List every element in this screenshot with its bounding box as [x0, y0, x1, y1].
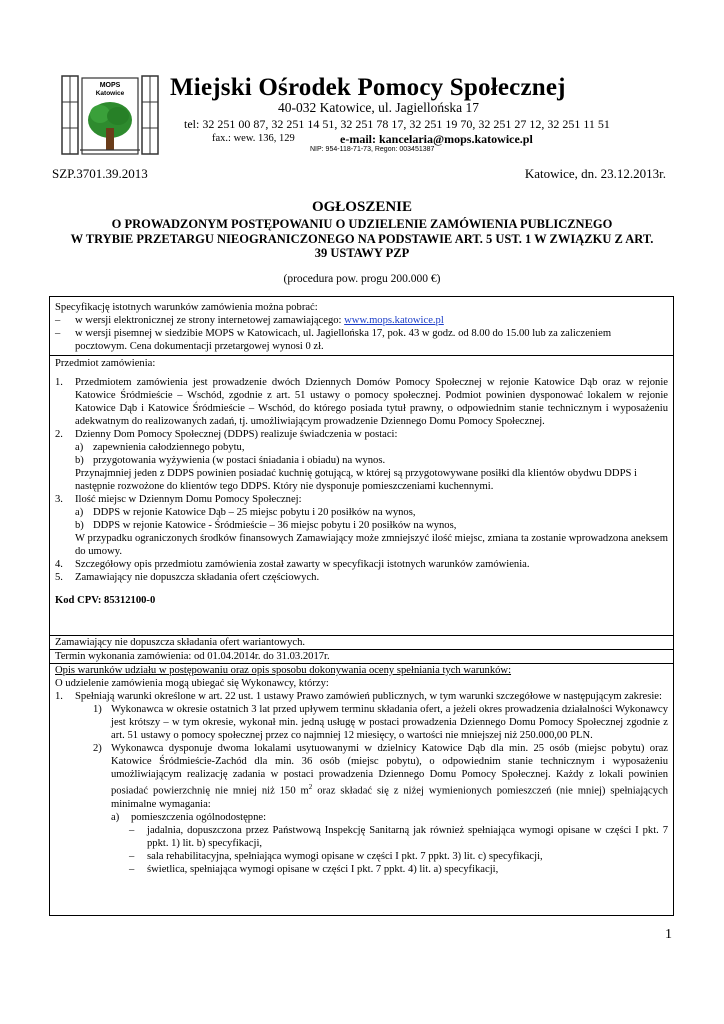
list-number: 1. [55, 691, 63, 702]
document-date: Katowice, dn. 23.12.2013r. [524, 166, 666, 181]
document-subtitle [52, 217, 672, 261]
list-text: pomieszczenia ogólnodostępne: [131, 811, 267, 823]
org-email: e-mail: kancelaria@mops.katowice.pl [340, 132, 533, 146]
list-item [55, 703, 668, 742]
list-item [55, 454, 668, 467]
superscript: 2 [308, 783, 313, 791]
list-item [55, 327, 668, 353]
org-address: 40-032 Katowice, ul. Jagiellońska 17 [278, 100, 479, 115]
list-number: 1) [93, 704, 102, 715]
letterhead [52, 60, 672, 160]
list-item [55, 571, 668, 584]
list-text: Spełniają warunki określone w art. 22 ust. 1 ustawy Prawo zamówień publicznych, w tym warunki szczegółowe w następującym zakresie: [75, 691, 662, 702]
document-title: OGŁOSZENIE [311, 199, 413, 215]
list-text: Przedmiotem zamówienia jest prowadzenie dwóch Dziennych Domów Pomocy Społecznej w rejonie Katowice Dąb oraz w rejonie Katowice Śródmieście – Wschód, zgodnie z art. 51 ustawy o pomocy społecznej. Podmiot powinien dysponować lokalem w rejonie Katowice Dąb i Katowice Śródmieście – Wschód, do którego posiada tytuł prawny, o odpowiednim stanie technicznym i wyposażeniu adekwatnym do realizowanych zadań, tj. umożliwiającym prowadzenie Dziennego Domu Pomocy Społecznej. [75, 377, 668, 427]
deadline-row: Termin wykonania zamówienia: od 01.04.2014r. do 31.03.2017r. [50, 649, 673, 663]
conditions-intro: O udzielenie zamówienia mogą ubiegać się Wykonawcy, którzy: [55, 678, 329, 689]
list-text: DDPS w rejonie Katowice - Śródmieście – 36 miejsc pobytu i 20 posiłków na wynos, [93, 520, 457, 531]
list-item [55, 314, 668, 327]
list-number: 5. [55, 572, 63, 583]
dash-marker: – [129, 824, 135, 836]
list-number: 1. [55, 377, 63, 388]
list-letter: b) [75, 520, 84, 531]
list-item [55, 428, 668, 441]
list-text: Ilość miejsc w Dziennym Domu Pomocy Społecznej: [75, 494, 302, 505]
list-item [55, 493, 668, 506]
logo-text-katowice: Katowice [95, 90, 125, 97]
list-text: Dzienny Dom Pomocy Społecznej (DDPS) realizuje świadczenia w postaci: [75, 429, 398, 440]
org-phones: tel: 32 251 00 87, 32 251 14 51, 32 251 78 17, 32 251 19 70, 32 251 27 12, 32 251 11 51 [184, 117, 610, 131]
variant-row: Zamawiający nie dopuszcza składania ofert wariantowych. [50, 635, 673, 649]
cpv-code: Kod CPV: 85312100-0 [55, 595, 156, 606]
list-text: Szczegółowy opis przedmiotu zamówienia został zawarty w specyfikacji istotnych warunków zamówienia. [75, 559, 530, 570]
conditions-heading: Opis warunków udziału w postępowaniu oraz opis sposobu dokonywania oceny spełniania tych warunków: [55, 665, 512, 676]
conditions-section [50, 663, 673, 876]
list-letter: b) [75, 455, 84, 466]
dash-marker: – [129, 850, 135, 862]
list-item [55, 742, 668, 811]
spec-intro: Specyfikację istotnych warunków zamówienia można pobrać: [55, 302, 318, 313]
list-text: Wykonawca dysponuje dwoma lokalami usytuowanymi w dzielnicy Katowice Dąb dla min. 25 osób (miejsc pobytu) oraz Katowice Śródmieście-Zachód dla min. 36 osób (miejsc pobytu), o odpowiednim stanie technicznym i wyposażeniu umożliwiającym realizację zadania w postaci prowadzenia Dziennego Domu Pomocy Społecznej. Każdy z lokali powinien posiadać powierzchnię nie mniej niż 150 m [111, 743, 668, 797]
list-letter: a) [75, 507, 84, 518]
org-name: Miejski Ośrodek Pomocy Społecznej [170, 74, 566, 101]
list-note: W przypadku ograniczonych środków finansowych Zamawiający może zmniejszyć ilość miejsc, zmiana ta zostanie wprowadzona aneksem do umowy. [75, 533, 668, 557]
logo-text-mops: MOPS [99, 82, 121, 89]
list-text: DDPS w rejonie Katowice Dąb – 25 miejsc pobytu i 20 posiłków na wynos, [93, 507, 416, 518]
list-note: Przynajmniej jeden z DDPS powinien posiadać kuchnię gotującą, w której są przygotowywane posiłki dla klientów obydwu DDPS i następnie rozwożone do klientów tego DDPS. Który nie dysponuje pomieszczeniami kuchennymi. [75, 468, 637, 492]
list-number: 2) [93, 743, 102, 754]
list-item [55, 558, 668, 571]
list-number: 3. [55, 494, 63, 505]
mops-website-link[interactable]: www.mops.katowice.pl [344, 315, 444, 326]
list-item [55, 441, 668, 454]
list-item [55, 863, 668, 876]
subject-section [50, 355, 673, 607]
subject-heading: Przedmiot zamówienia: [55, 358, 156, 369]
org-nip: NIP: 954-118-71-73, Regon: 003451387 [310, 146, 435, 153]
list-text: przygotowania wyżywienia (w postaci śniadania i obiadu) na wynos. [93, 455, 386, 466]
dash-marker: – [55, 315, 61, 326]
list-text: Wykonawca w okresie ostatnich 3 lat przed upływem terminu składania ofert, a jeżeli okres prowadzenia działalności Wykonawcy jest krótszy – w tym okresie, wykonał min. jedną usługę w postaci prowadzenia Dziennego Domu Pomocy Społecznej zgodnie z art. 51 ustawy o pomocy społecznej przez co najmniej 12 miesięcy, o wartości nie mniejszej niż 250.000,00 PLN. [111, 704, 668, 741]
list-number: 2. [55, 429, 63, 440]
dash-marker: – [129, 863, 135, 875]
procedure-note: (procedura pow. progu 200.000 €) [283, 273, 441, 285]
list-item [55, 824, 668, 850]
list-number: 4. [55, 559, 63, 570]
reference-number: SZP.3701.39.2013 [52, 166, 148, 181]
spec-item-text: w wersji pisemnej w siedzibie MOPS w Katowicach, ul. Jagiellońska 17, pok. 43 w godz. od 8.00 do 15.00 lub za zaliczeniem [75, 328, 612, 339]
list-text: sala rehabilitacyjna, spełniająca wymogi opisane w części I pkt. 7 ppkt. 3) lit. c) specyfikacji, [147, 850, 543, 862]
list-text: świetlica, spełniająca wymogi opisane w części I pkt. 7 ppkt. 4) lit. a) specyfikacji, [147, 863, 499, 875]
mops-logo [60, 72, 160, 158]
list-text: jadalnia, dopuszczona przez Państwową Inspekcję Sanitarną jak również spełniająca wymogi opisane w części I pkt. 7 ppkt. 1) lit. b) specyfikacji, [147, 824, 668, 849]
list-text: zapewnienia całodziennego pobytu, [93, 442, 245, 453]
subtitle-line: W TRYBIE PRZETARGU NIEOGRANICZONEGO NA PODSTAWIE ART. 5 UST. 1 W ZWIĄZKU Z ART. [70, 231, 654, 246]
announcement-table [49, 296, 674, 916]
subtitle-line: 39 USTAWY PZP [314, 246, 410, 260]
subtitle-line: O PROWADZONYM POSTĘPOWANIU O UDZIELENIE ZAMÓWIENIA PUBLICZNEGO [111, 217, 613, 231]
spec-item-text: w wersji elektronicznej ze strony internetowej zamawiającego: [75, 315, 345, 326]
page-number: 1 [665, 927, 672, 942]
list-item [55, 850, 668, 863]
list-letter: a) [111, 811, 120, 823]
list-item [55, 376, 668, 428]
list-item [55, 690, 668, 703]
list-text: oraz składać się z niżej wymienionych pomieszczeń (nie mniej) spełniających minimalne wymagania: [111, 785, 669, 810]
spec-section [50, 301, 673, 353]
dash-marker: – [55, 328, 61, 339]
list-text: Zamawiający nie dopuszcza składania ofert częściowych. [75, 572, 320, 583]
list-item [55, 506, 668, 519]
list-item [55, 811, 668, 824]
list-letter: a) [75, 442, 84, 453]
spec-item-text: pocztowym. Cena dokumentacji przetargowej wynosi 0 zł. [75, 341, 324, 352]
list-item [55, 519, 668, 532]
org-fax: fax.: wew. 136, 129 [212, 133, 295, 144]
